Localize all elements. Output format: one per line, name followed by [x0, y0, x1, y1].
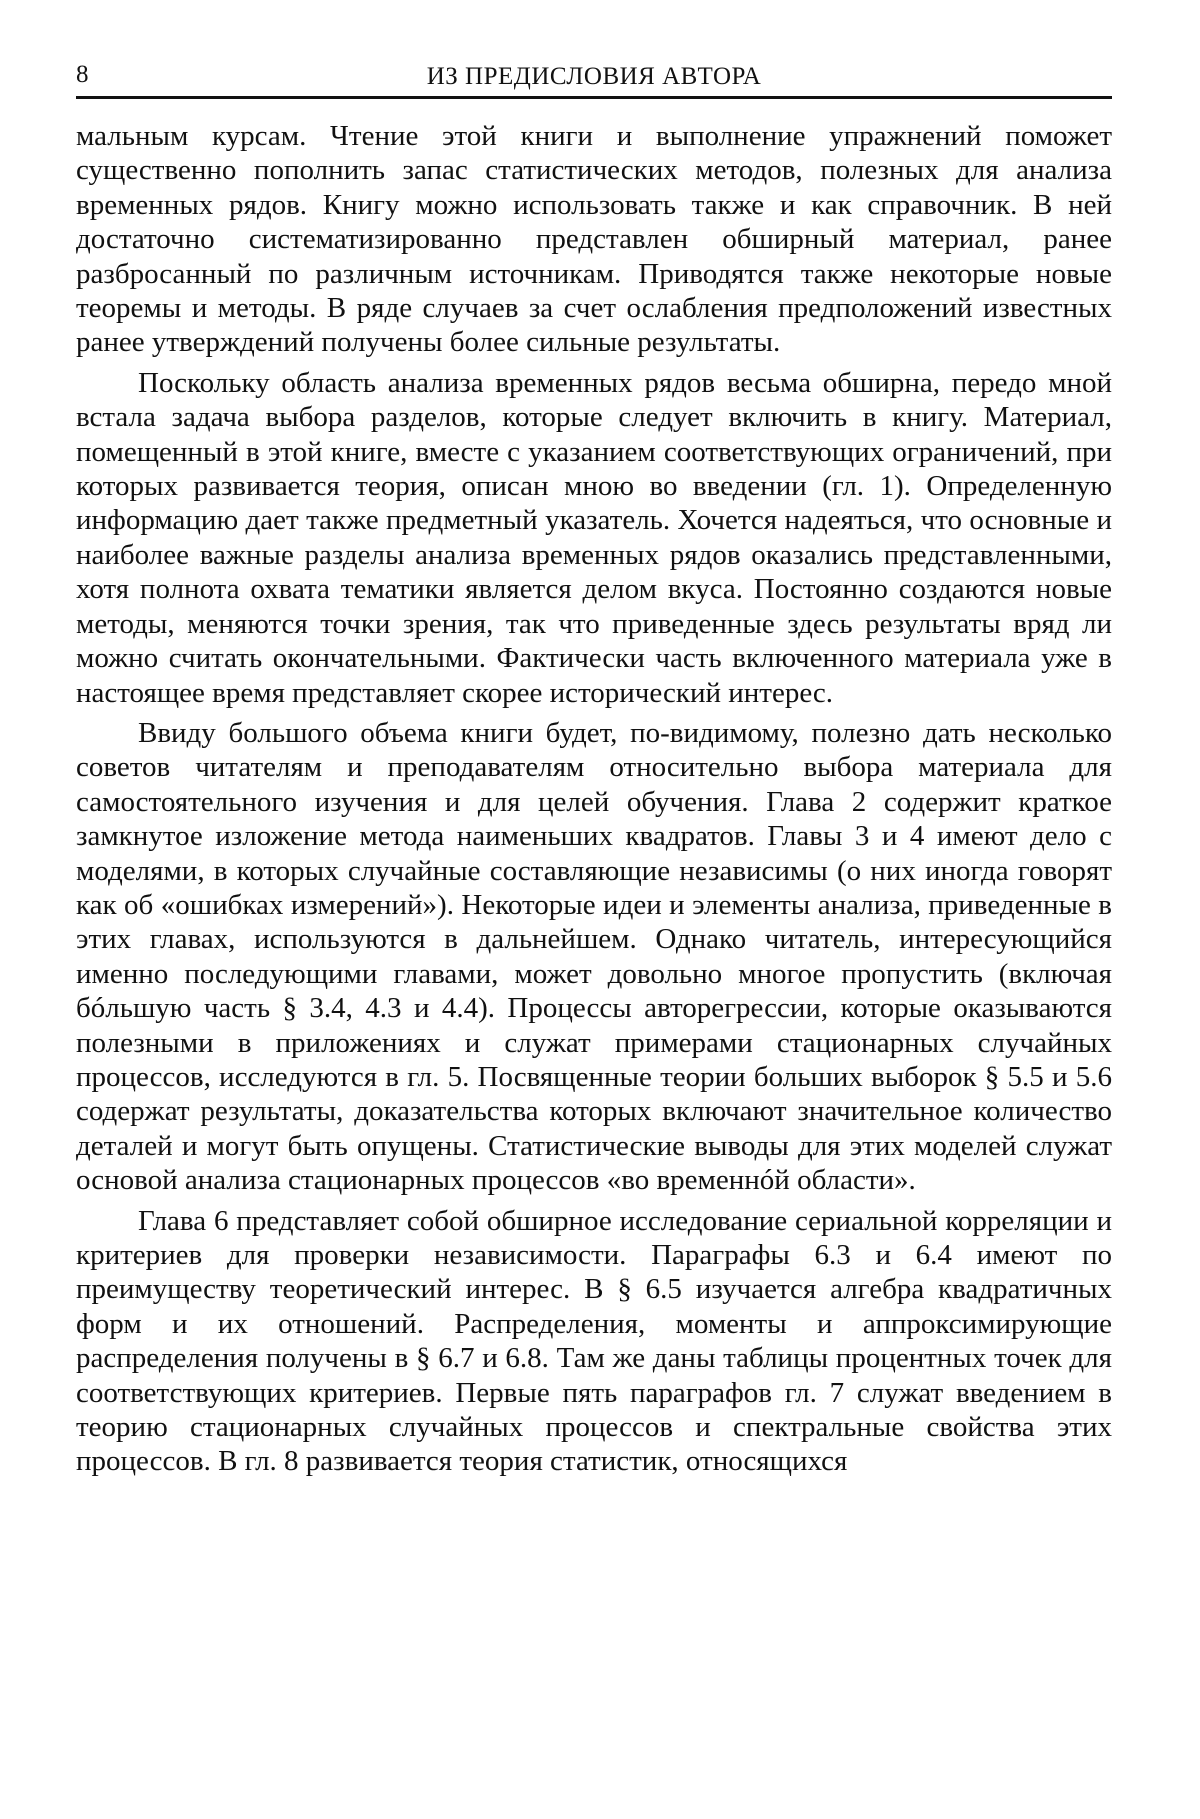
- paragraph-1: мальным курсам. Чтение этой книги и выполнение упражнений поможет существенно пополнить запас статистических методов, полезных для анализа временных рядов. Книгу можно использовать также и как справочник. В ней достаточно систематизированно представлен обширный материал, ранее разбросанный по различным источникам. Приводятся также некоторые новые теоремы и методы. В ряде случаев за счет ослабления предположений известных ранее утверждений получены более сильные результаты.: [76, 120, 1112, 359]
- running-head: ИЗ ПРЕДИСЛОВИЯ АВТОРА: [426, 63, 762, 90]
- paragraph-3: Ввиду большого объема книги будет, по-видимому, полезно дать несколько советов читателям и преподавателям относительно выбора материала для самостоятельного изучения и для целей обучения. Глава 2 содержит краткое замкнутое изложение метода наименьших квадратов. Главы 3 и 4 имеют дело с моделями, в которых случайные составляющие независимы (о них иногда говорят как об «ошибках измерений»). Некоторые идеи и элементы анализа, приведенные в этих главах, используются в дальнейшем. Однако читатель, интересующийся именно последующими главами, может довольно многое пропустить (включая бóльшую часть § 3.4, 4.3 и 4.4). Процессы авторегрессии, которые оказываются полезными в приложениях и служат примерами стационарных случайных процессов, исследуются в гл. 5. Посвященные теории больших выборок § 5.5 и 5.6 содержат результаты, доказательства которых включают значительное количество деталей и могут быть опущены. Статистические выводы для этих моделей служат основой анализа стационарных процессов «во временнóй области».: [76, 716, 1112, 1197]
- paragraph-4: Глава 6 представляет собой обширное исследование сериальной корреляции и критериев для проверки независимости. Параграфы 6.3 и 6.4 имеют по преимуществу теоретический интерес. В § 6.5 изучается алгебра квадратичных форм и их отношений. Распределения, моменты и аппроксимирующие распределения получены в § 6.7 и 6.8. Там же даны таблицы процентных точек для соответствующих критериев. Первые пять параграфов гл. 7 служат введением в теорию стационарных случайных процессов и спектральные свойства этих процессов. В гл. 8 развивается теория статистик, относящихся: [76, 1204, 1112, 1478]
- paragraph-2: Поскольку область анализа временных рядов весьма обширна, передо мной встала задача выбора разделов, которые следует включить в книгу. Материал, помещенный в этой книге, вместе с указанием соответствующих ограничений, при которых развивается теория, описан мною во введении (гл. 1). Определенную информацию дает также предметный указатель. Хочется надеяться, что основные и наиболее важные разделы анализа временных рядов оказались представленными, хотя полнота охвата тематики является делом вкуса. Постоянно создаются новые методы, меняются точки зрения, так что приведенные здесь результаты вряд ли можно считать окончательными. Фактически часть включенного материала уже в настоящее время представляет скорее исторический интерес.: [76, 366, 1112, 709]
- page-number: 8: [76, 61, 89, 88]
- book-page: [76, 58, 1112, 1479]
- body-text: [76, 119, 1112, 1479]
- page-header: [76, 58, 1112, 99]
